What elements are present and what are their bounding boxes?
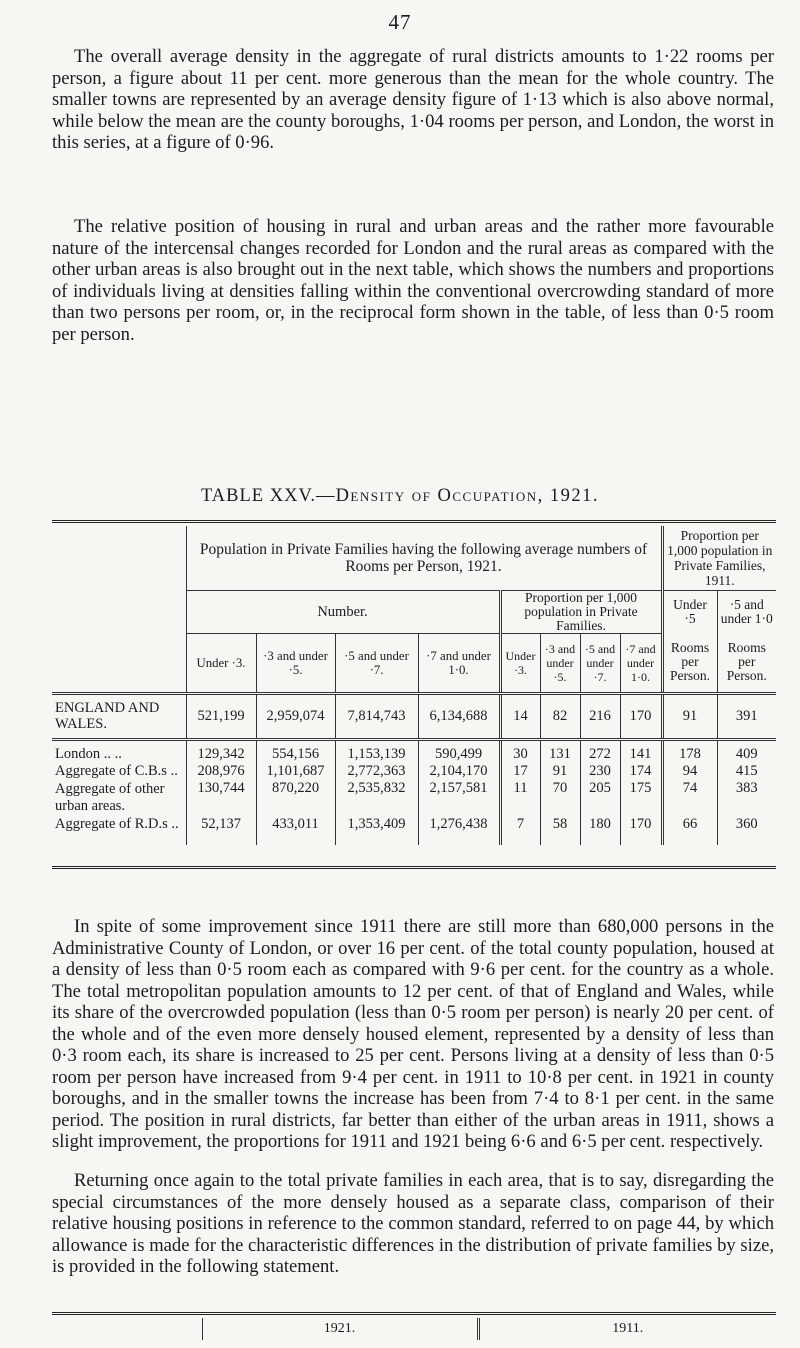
table-cell: 208,976 [186,761,256,781]
table-cell: 383 [717,781,776,817]
table-cell: 2,772,363 [335,761,418,781]
table2-top-rule [52,1312,776,1315]
header-population: Population in Private Families having the following average numbers of Rooms per Person, 1921. [186,526,662,590]
table-cell: 14 [500,693,540,739]
header-proportion-population: Proportion per 1,000 population in Private Families. [500,590,662,633]
table1-top-rule [52,520,776,523]
table-cell: 2,535,832 [335,781,418,817]
table-row [52,817,776,845]
table-cell: 30 [500,739,540,761]
table-cell: 590,499 [418,739,500,761]
col-1911-05-10: Rooms per Person. [717,633,776,693]
table-cell: 870,220 [256,781,335,817]
table-title-text: Density of Occupation, 1921. [335,486,600,506]
table2-stub-header [52,1318,202,1340]
table-cell: 130,744 [186,781,256,817]
header-number: Number. [186,590,500,633]
col-prop-05-07: ·5 and under ·7. [580,633,620,693]
table-cell: 7 [500,817,540,845]
paragraph-london-improvement: In spite of some improvement since 1911 there are still more than 680,000 persons in the Administrative County of London, or over 16 per cent. of the total county population, housed at a density of less than 0·5 room each as compared with 9·6 per cent. for the country as a whole. The total metropolitan population amounts to 12 per cent. of that of England and Wales, while its share of the overcrowded population (less than 0·5 room per person) is nearly 20 per cent. of the whole and of the even more densely housed element, represented by a density of less than 0·3 room each, its share is increased to 25 per cent. Persons living at a density of less than 0·5 room per person have increased from 9·4 per cent. in 1911 to 10·8 per cent. in 1921 in county boroughs, and in the smaller towns the increase has been from 7·4 to 8·1 per cent. in the same period. The position in rural districts, far better than either of the urban areas in 1911, shows a slight improvement, the proportions for 1911 and 1921 being 6·6 and 6·5 per cent. respectively. [52,916,774,1152]
header-05-under-1: ·5 and under 1·0 [717,590,776,633]
table-cell: 141 [620,739,662,761]
table-cell: 554,156 [256,739,335,761]
table-cell: 391 [717,693,776,739]
table-cell: 1,353,409 [335,817,418,845]
row-label: ENGLAND AND WALES. [52,693,186,739]
table-cell: 1,153,139 [335,739,418,761]
col-number-07-10: ·7 and under 1·0. [418,633,500,693]
paragraph-rural-density: The overall average density in the aggregate of rural districts amounts to 1·22 rooms per person, a figure about 11 per cent. more generous than the mean for the whole country. The smaller towns are represented by an average density figure of 1·13 which is also above normal, while below the mean are the county boroughs, 1·04 rooms per person, and London, the worst in this series, at a figure of 0·96. [52,46,774,153]
col-prop-07-10: ·7 and under 1·0. [620,633,662,693]
table-cell: 82 [540,693,580,739]
table-cell: 1,276,438 [418,817,500,845]
table-cell: 131 [540,739,580,761]
table-cell: 17 [500,761,540,781]
row-label: Aggregate of R.D.s .. [55,815,179,832]
table1-stub-header [52,526,186,693]
density-table [52,526,776,845]
table-cell: 1,101,687 [256,761,335,781]
table-cell: 52,137 [186,817,256,845]
row-label: Aggregate of other urban areas. [55,780,165,814]
paragraph-relative-position: The relative position of housing in rural and urban areas and the rather more favourable nature of the intercensal changes recorded for London and the rural areas as compared with the other urban areas is also brought out in the next table, which shows the numbers and proportions of individuals living at densities falling within the conventional overcrowding standard of more than two persons per room, or, in the reciprocal form shown in the table, of less than 0·5 room per person. [52,216,774,345]
table-cell: 58 [540,817,580,845]
table-cell: 230 [580,761,620,781]
table-cell: 7,814,743 [335,693,418,739]
col-prop-under-03: Under ·3. [500,633,540,693]
table-cell: 170 [620,817,662,845]
table-cell: 6,134,688 [418,693,500,739]
paragraph-returning: Returning once again to the total private families in each area, that is to say, disregarding the special circumstances of the more densely housed as a separate class, comparison of their relative housing positions in reference to the common standard, referred to on page 44, by which allowance is made for the characteristic differences in the distribution of private families by size, is provided in the following statement. [52,1170,774,1277]
table-cell: 272 [580,739,620,761]
table-row [52,781,776,817]
table-cell: 415 [717,761,776,781]
page-number: 47 [388,10,412,34]
table-cell: 360 [717,817,776,845]
col-number-under-03: Under ·3. [186,633,256,693]
header-year-1911: 1911. [478,1318,776,1340]
table-cell: 521,199 [186,693,256,739]
table-cell: 205 [580,781,620,817]
col-number-05-07: ·5 and under ·7. [335,633,418,693]
col-number-03-05: ·3 and under ·5. [256,633,335,693]
header-year-1921: 1921. [202,1318,478,1340]
table-title [0,486,800,507]
table-cell: 129,342 [186,739,256,761]
table-cell: 216 [580,693,620,739]
table-cell: 70 [540,781,580,817]
table-cell: 409 [717,739,776,761]
table-cell: 91 [662,693,717,739]
table-cell: 11 [500,781,540,817]
table-cell: 66 [662,817,717,845]
table-cell: 91 [540,761,580,781]
table-cell: 180 [580,817,620,845]
table-cell: 170 [620,693,662,739]
col-prop-03-05: ·3 and under ·5. [540,633,580,693]
table-cell: 2,104,170 [418,761,500,781]
table-cell: 178 [662,739,717,761]
table1-bottom-rule [52,866,776,869]
table-row [52,693,776,739]
table-cell: 2,157,581 [418,781,500,817]
table-cell: 174 [620,761,662,781]
standard-rooms-table [52,1318,776,1340]
table-row [52,739,776,761]
table-row [52,761,776,781]
table-cell: 433,011 [256,817,335,845]
table-cell: 94 [662,761,717,781]
header-proportion-1911: Proportion per 1,000 population in Private Families, 1911. [662,526,776,590]
table-cell: 175 [620,781,662,817]
col-1911-under-05: Rooms per Person. [662,633,717,693]
row-label: Aggregate of C.B.s .. [55,762,178,779]
table-cell: 74 [662,781,717,817]
header-under-05: Under ·5 [662,590,717,633]
table-title-number: TABLE XXV.— [200,486,336,506]
table-cell: 2,959,074 [256,693,335,739]
row-label: London .. .. [55,745,122,762]
